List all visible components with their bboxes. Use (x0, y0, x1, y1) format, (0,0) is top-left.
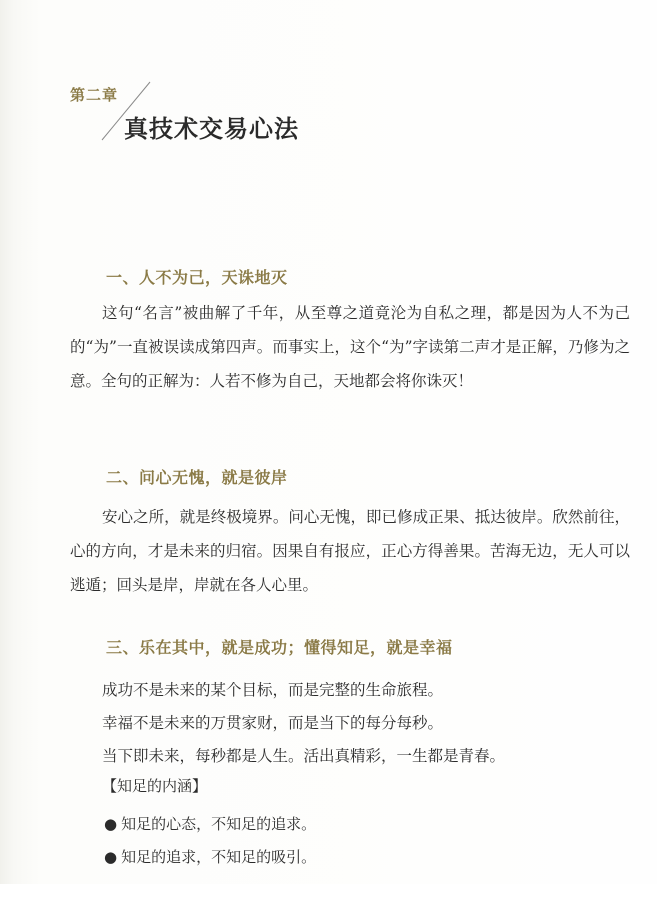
chapter-number: 第二章 (70, 86, 119, 104)
section-heading-2: 二、问心无愧，就是彼岸 (106, 468, 288, 487)
bullet-item-2 (104, 846, 316, 867)
bullet-dot-icon: ● (104, 815, 118, 833)
bullet-item-1 (104, 813, 316, 834)
subheading-label: 【知足的内涵】 (102, 777, 208, 795)
text-line-3: 当下即未来，每秒都是人生。活出真精彩，一生都是青春。 (102, 747, 506, 765)
bullet-text: 知足的心态，不知足的追求。 (121, 815, 317, 833)
section-heading-1: 一、人不为己，天诛地灭 (106, 268, 288, 287)
text-line-1: 成功不是未来的某个目标，而是完整的生命旅程。 (102, 681, 444, 699)
bullet-dot-icon: ● (104, 848, 118, 866)
section-paragraph-2: 安心之所，就是终极境界。问心无愧，即已修成正果、抵达彼岸。欣然前往，心的方向，才是未来的归宿。因果自有报应，正心方得善果。苦海无边，无人可以逃遁；回头是岸，岸就在各人心里。 (70, 508, 630, 594)
text-line-2: 幸福不是未来的万贯家财，而是当下的每分每秒。 (102, 714, 444, 732)
page-bottom-margin (0, 884, 657, 908)
bullet-text: 知足的追求，不知足的吸引。 (121, 848, 317, 866)
chapter-title: 真技术交易心法 (124, 114, 299, 143)
section-heading-3: 三、乐在其中，就是成功；懂得知足，就是幸福 (106, 638, 453, 657)
section-paragraph-1: 这句“名言”被曲解了千年，从至尊之道竟沦为自私之理，都是因为人不为己的“为”一直被误读成第四声。而事实上，这个“为”字读第二声才是正解，乃修为之意。全句的正解为：人若不修为自己，天地都会将你诛灭！ (70, 304, 630, 390)
